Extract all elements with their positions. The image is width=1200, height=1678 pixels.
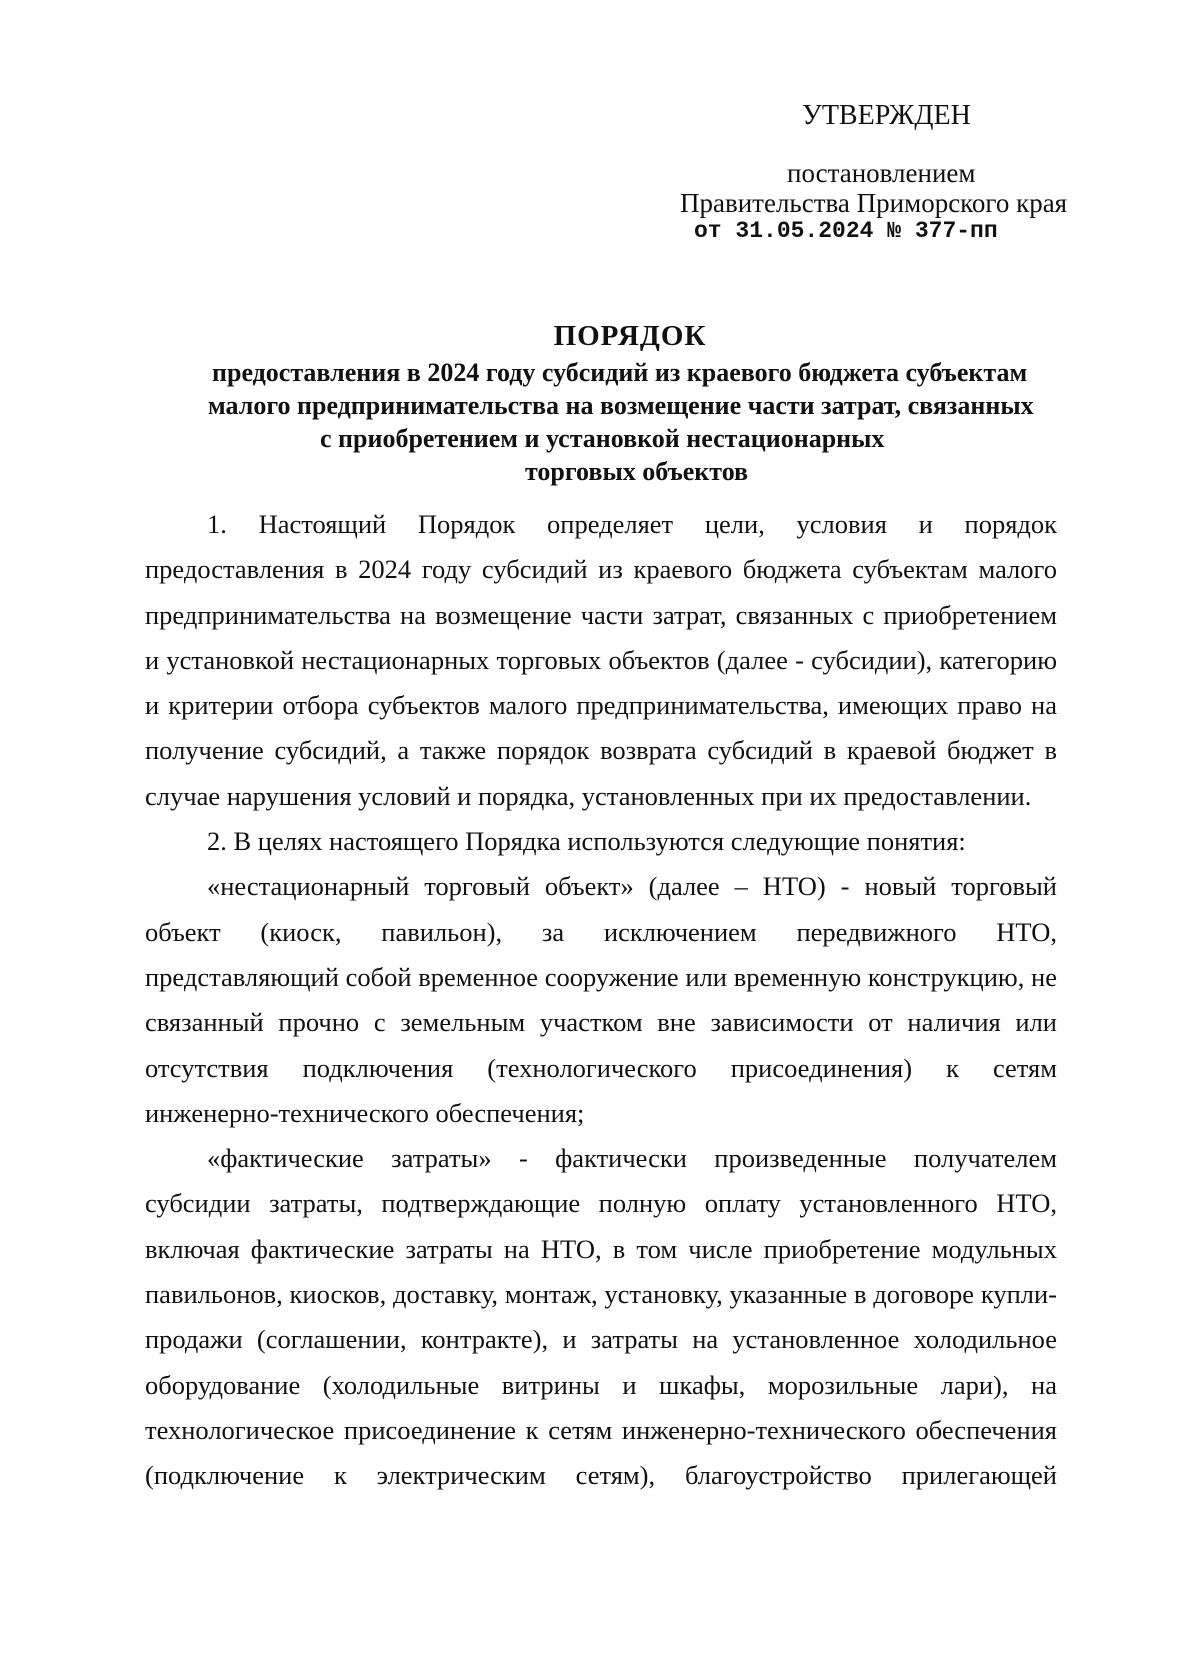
- paragraph-definition-nto: «нестационарный торговый объект» (далее – НТО) - новый торговый объект (киоск, павильон), за исключением передвижного НТО, представляющий собой временное сооружение или временную конструкцию, не связанный прочно с земельным участком вне зависимости от наличия или отсутствия подключения (технологического присоединения) к сетям инженерно-технического обеспечения;: [145, 871, 1057, 1128]
- subtitle-line: малого предпринимательства на возмещение части затрат, связанных: [208, 391, 1034, 420]
- document-body: [145, 502, 1057, 1499]
- approval-date-number: от 31.05.2024 № 377-пп: [694, 218, 998, 244]
- paragraph-2: 2. В целях настоящего Порядка используются следующие понятия:: [207, 826, 966, 857]
- subtitle-line: торговых объектов: [525, 457, 749, 486]
- subtitle-line: с приобретением и установкой нестационарных: [320, 424, 885, 453]
- subtitle-line: предоставления в 2024 году субсидий из краевого бюджета субъектам: [212, 358, 1028, 387]
- paragraph-1: 1. Настоящий Порядок определяет цели, условия и порядок предоставления в 2024 году субсидий из краевого бюджета субъектам малого предпринимательства на возмещение части затрат, связанных с приобретением и установкой нестационарных торговых объектов (далее - субсидии), категорию и критерии отбора субъектов малого предпринимательства, имеющих право на получение субсидий, а также порядок возврата субсидий в краевой бюджет в случае нарушения условий и порядка, установленных при их предоставлении.: [145, 509, 1057, 811]
- document-subtitle: [150, 356, 1110, 488]
- approval-title: УТВЕРЖДЕН: [802, 100, 971, 131]
- approval-line-1: постановлением: [787, 158, 976, 188]
- approval-line-2: Правительства Приморского края: [680, 188, 1068, 218]
- paragraph-definition-costs: «фактические затраты» - фактически произведенные получателем субсидии затраты, подтверждающие полную оплату установленного НТО, включая фактические затраты на НТО, в том числе приобретение модульных павильонов, киосков, доставку, монтаж, установку, указанные в договоре купли-продажи (соглашении, контракте), и затраты на установленное холодильное оборудование (холодильные витрины и шкафы, морозильные лари), на технологическое присоединение к сетям инженерно-технического обеспечения (подключение к электрическим сетям), благоустройство прилегающей: [145, 1143, 1057, 1491]
- document-title: ПОРЯДОК: [553, 320, 707, 352]
